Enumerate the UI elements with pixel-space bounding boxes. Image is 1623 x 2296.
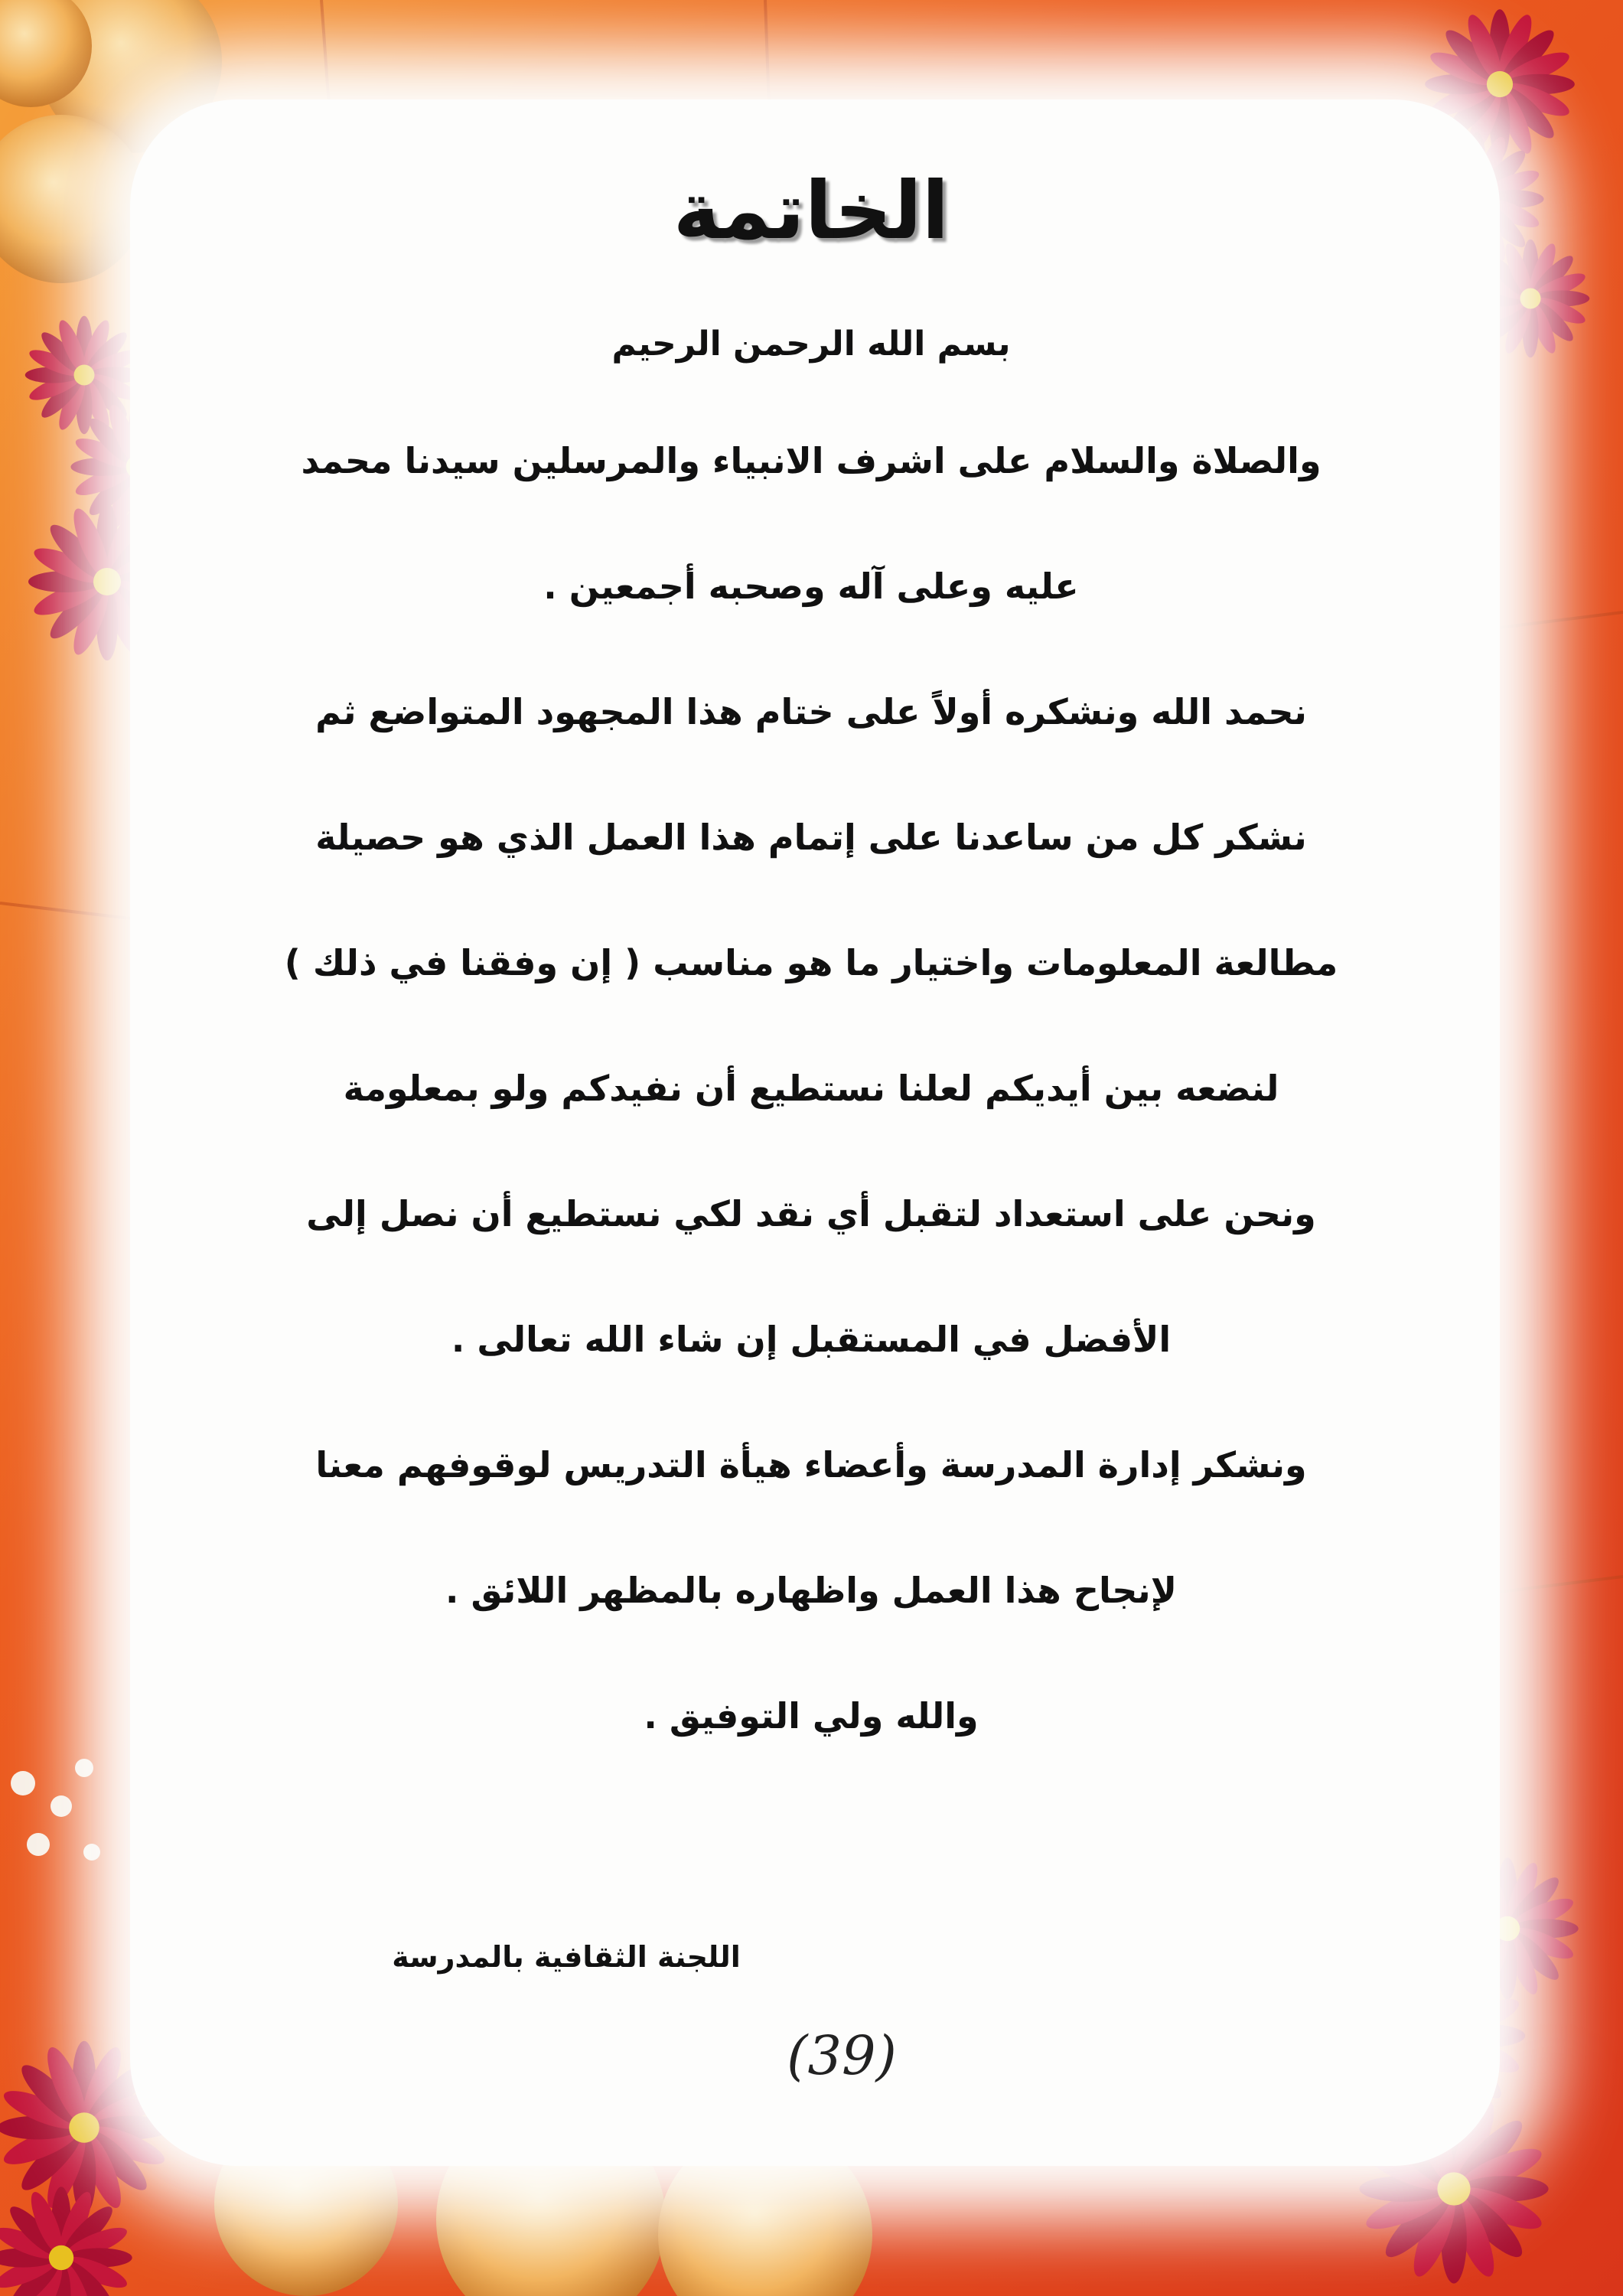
body-line: عليه وعلى آله وصحبه أجمعين . — [543, 566, 1079, 607]
page-title: الخاتمة — [673, 164, 950, 257]
body-line: والصلاة والسلام على اشرف الانبياء والمرسلين سيدنا محمد — [301, 440, 1322, 481]
body-line: الأفضل في المستقبل إن شاء الله تعالى . — [451, 1319, 1172, 1360]
basmala-line: بسم الله الرحمن الرحيم — [611, 325, 1011, 364]
document-body — [199, 153, 1423, 1779]
body-line: ونشكر إدارة المدرسة وأعضاء هيأة التدريس لوقوفهم معنا — [315, 1444, 1307, 1486]
body-line: مطالعة المعلومات واختيار ما هو مناسب ( إن وفقنا في ذلك ) — [284, 942, 1338, 983]
closing-line: والله ولي التوفيق . — [644, 1695, 979, 1737]
page-number: (39) — [787, 2024, 897, 2087]
signature: اللجنة الثقافية بالمدرسة — [392, 1940, 741, 1974]
body-line: نشكر كل من ساعدنا على إتمام هذا العمل الذي هو حصيلة — [315, 817, 1307, 858]
body-line: لإنجاح هذا العمل واظهاره بالمظهر اللائق . — [445, 1570, 1177, 1611]
red-daisy-icon — [25, 316, 144, 435]
body-line: ونحن على استعداد لتقبل أي نقد لكي نستطيع أن نصل إلى — [306, 1193, 1316, 1234]
body-line: لنضعه بين أيديكم لعلنا نستطيع أن نفيدكم ولو بمعلومة — [343, 1068, 1279, 1109]
body-line: نحمد الله ونشكره أولاً على ختام هذا المجهود المتواضع ثم — [315, 691, 1307, 732]
